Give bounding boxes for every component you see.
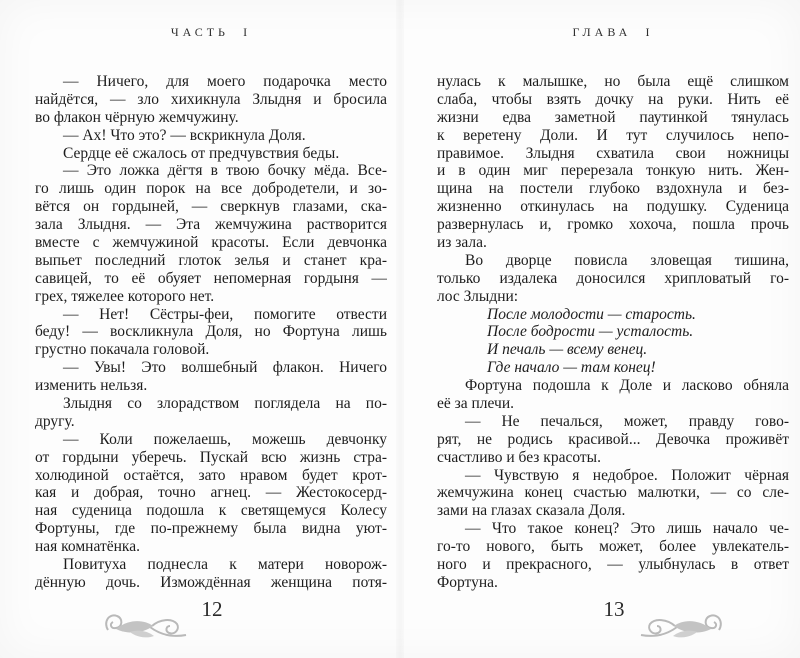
chapter-header: глава i [572, 21, 654, 40]
text-line: — Не печалься, может, правду гово- [465, 412, 789, 430]
text-line: го-то нового, быть может, более увлекатель- [437, 538, 789, 556]
text-line: ного и прекрасного, — улыбнулась в ответ [437, 556, 789, 574]
text-line: во флакон чёрную жемчужину. [35, 108, 239, 126]
left-page-footer [0, 595, 400, 650]
page-number: 12 [201, 597, 223, 621]
text-line: Злыдня со злорадством поглядела на по- [63, 395, 387, 413]
text-line: жизненно откинулась на подушку. Суденица [437, 198, 789, 216]
text-line: из зала. [437, 234, 487, 252]
right-page-text [437, 73, 789, 592]
text-line: Во дворце повисла зловещая тишина, [465, 251, 789, 269]
text-line: ная комнатёнка. [35, 538, 140, 556]
text-line: холюдиной остаётся, зато нравом будет крот- [35, 466, 387, 484]
text-line: — Это ложка дёгтя в твою бочку мёда. Все- [63, 162, 387, 180]
text-line: развернулась и, громко хохоча, пошла прочь [437, 216, 789, 234]
text-line: другу. [35, 412, 75, 430]
right-page [400, 0, 800, 658]
text-line: Повитуха поднесла к матери новорож- [63, 556, 387, 574]
text-line: дённую дочь. Измождённая женщина потя- [35, 573, 387, 591]
text-line: к веретену Доли. И тут случилось непо- [437, 126, 789, 144]
text-line: жемчужина конец счастью малютки, — со сле- [437, 484, 789, 502]
text-line: и в один миг перерезала тонкую нить. Жен- [437, 162, 789, 180]
text-line: — Ничего, для моего подарочка место [63, 73, 387, 90]
verse-line: И печаль — всему венец. [487, 341, 648, 359]
text-line: — Что такое конец? Это лишь начало че- [465, 520, 789, 538]
right-page-footer [400, 595, 800, 650]
text-line: беду! — воскликнула Доля, но Фортуна лишь [35, 323, 387, 341]
text-line: её за плечи. [437, 395, 515, 413]
text-line: найдётся, — зло хихикнула Злыдня и бросила [35, 90, 387, 108]
text-line: вместе с жемчужиной красоты. Если девчонка [35, 234, 387, 252]
verse-line: После бодрости — усталость. [487, 323, 694, 341]
text-line: счастливо и без красоты. [437, 448, 601, 466]
text-line: — Ах! Что это? — вскрикнула Доля. [63, 126, 306, 144]
floral-flourish-icon [100, 606, 195, 646]
text-line: правимое. Злыдня схватила свои ножницы [437, 144, 789, 162]
text-line: ная суденица подошла к светящемуся Колесу [35, 502, 387, 520]
text-line: зами на глазах сказала Доля. [437, 502, 626, 520]
verse-line: После молодости — старость. [487, 305, 696, 323]
text-line: Сердце её сжалось от предчувствия беды. [63, 144, 340, 162]
text-line: жизни едва заметной паутинкой тянулась [437, 108, 789, 126]
text-line: щина на постели глубоко вздохнула и без- [437, 180, 789, 198]
text-line: — Чувствую я недоброе. Положит чёрная [465, 466, 789, 484]
text-line: нулась к малышке, но была ещё слишком [437, 73, 789, 90]
text-line: го лишь один порок на все добродетели, и зо- [35, 180, 387, 198]
text-line: Фортуна. [437, 573, 498, 591]
floral-flourish-icon [632, 606, 727, 646]
text-line: выпьет последний глоток зелья и станет кра- [35, 251, 387, 269]
text-line: Фортуны, где по-прежнему была видна уют- [35, 520, 387, 538]
text-line: Фортуна подошла к Доле и ласково обняла [465, 377, 789, 395]
text-line: только издалека доносился хрипловатый го- [437, 269, 789, 287]
text-line: слаба, чтобы взять дочку на руки. Нить её [437, 90, 789, 108]
page-number: 13 [603, 597, 625, 621]
text-line: лос Злыдни: [437, 287, 519, 305]
text-line: кая и добрая, точно агнец. — Жестокосерд- [35, 484, 387, 502]
text-line: — Увы! Это волшебный флакон. Ничего [63, 359, 387, 377]
text-line: грустно покачала головой. [35, 341, 210, 359]
verse-line: Где начало — там конец! [487, 359, 656, 377]
text-line: изменить нельзя. [35, 377, 148, 395]
text-line: грех, тяжелее которого нет. [35, 287, 215, 305]
text-line: савицей, то её обуяет непомерная гордыня — [35, 269, 387, 287]
text-line: вётся он гордыней, — сверкнув глазами, ска- [35, 198, 387, 216]
text-line: от гордыни уберечь. Пускай всю жизнь стра- [35, 448, 387, 466]
text-line: — Нет! Сёстры-феи, помогите отвести [63, 305, 387, 323]
part-header: часть i [170, 21, 252, 40]
text-line: зала Злыдня. — Эта жемчужина растворится [35, 216, 387, 234]
left-page-text [35, 73, 387, 592]
text-line: рят, не родись красивой... Девочка проживёт [437, 430, 789, 448]
text-line: — Коли пожелаешь, можешь девчонку [63, 430, 387, 448]
